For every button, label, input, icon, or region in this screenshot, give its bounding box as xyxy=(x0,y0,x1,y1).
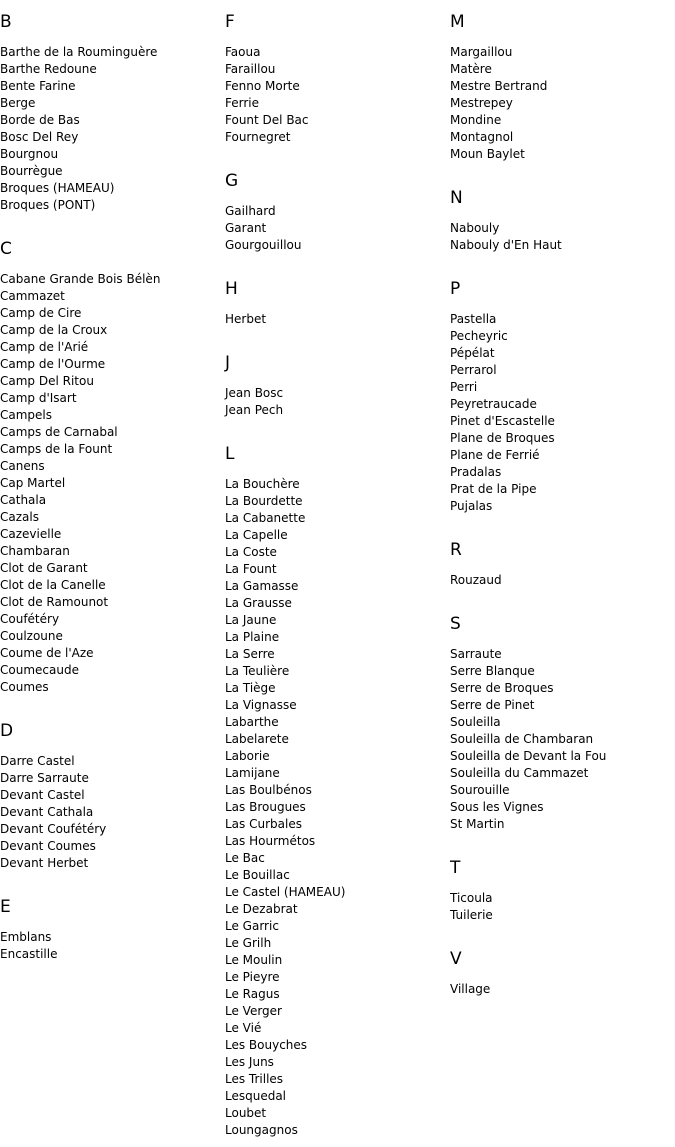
place-name: Pinet d'Escastelle xyxy=(450,414,555,428)
place-name: Gailhard xyxy=(225,204,276,218)
letter-section xyxy=(450,11,675,163)
letter-section xyxy=(225,352,450,419)
place-name: Souleilla du Cammazet xyxy=(450,766,589,780)
letter-section xyxy=(225,443,450,1139)
place-name: Le Grilh xyxy=(225,936,272,950)
letter-section xyxy=(450,613,675,833)
place-list xyxy=(0,929,225,963)
place-name: Sarraute xyxy=(450,647,502,661)
place-name: Loungagnos xyxy=(225,1123,298,1137)
place-list xyxy=(450,646,675,833)
place-name: Le Verger xyxy=(225,1004,282,1018)
place-name: Plane de Broques xyxy=(450,431,555,445)
place-list xyxy=(225,476,450,1139)
place-name: Clot de Garant xyxy=(0,561,88,575)
place-name: Coumes xyxy=(0,680,49,694)
place-name: La Fount xyxy=(225,562,277,576)
place-list xyxy=(450,572,675,589)
place-name: Les Juns xyxy=(225,1055,274,1069)
place-name: Devant Castel xyxy=(0,788,85,802)
place-name: Le Bac xyxy=(225,851,265,865)
place-name: Cazevielle xyxy=(0,527,62,541)
place-name: La Gamasse xyxy=(225,579,299,593)
place-name: Coume de l'Aze xyxy=(0,646,94,660)
place-name: Prat de la Pipe xyxy=(450,482,537,496)
place-name: Mestre Bertrand xyxy=(450,79,548,93)
place-name: Labarthe xyxy=(225,715,279,729)
letter-section xyxy=(0,720,225,872)
place-name: Jean Bosc xyxy=(225,386,284,400)
place-name: Devant Coumes xyxy=(0,839,96,853)
place-name: Devant Coufétéry xyxy=(0,822,107,836)
place-name: Perrarol xyxy=(450,363,497,377)
place-name: Rouzaud xyxy=(450,573,502,587)
place-name: Serre de Broques xyxy=(450,681,554,695)
place-name: Pradalas xyxy=(450,465,502,479)
letter-section xyxy=(450,539,675,589)
place-name: Souleilla de Chambaran xyxy=(450,732,594,746)
place-name: Ferrie xyxy=(225,96,260,110)
place-list xyxy=(225,44,450,146)
place-list xyxy=(0,753,225,872)
section-letter-heading: H xyxy=(225,279,238,299)
place-name: La Jaune xyxy=(225,613,277,627)
place-name: Camps de Carnabal xyxy=(0,425,118,439)
place-name: Coulzoune xyxy=(0,629,63,643)
place-name: Chambaran xyxy=(0,544,70,558)
place-name: Lesquedal xyxy=(225,1089,287,1103)
place-name: Perri xyxy=(450,380,478,394)
place-name: Fournegret xyxy=(225,130,291,144)
place-name: Loubet xyxy=(225,1106,267,1120)
place-name: La Serre xyxy=(225,647,275,661)
place-name: Mondine xyxy=(450,113,502,127)
place-list xyxy=(225,311,450,328)
place-name: Encastille xyxy=(0,947,58,961)
place-name: Camps de la Fount xyxy=(0,442,113,456)
place-list xyxy=(450,890,675,924)
place-name: Garant xyxy=(225,221,267,235)
place-name: Souleilla de Devant la Fou xyxy=(450,749,607,763)
place-name: Laborie xyxy=(225,749,270,763)
section-letter-heading: J xyxy=(225,353,231,373)
place-name: Bourrègue xyxy=(0,164,63,178)
letter-section xyxy=(0,11,225,214)
place-name: Las Curbales xyxy=(225,817,302,831)
place-name: La Capelle xyxy=(225,528,288,542)
place-list xyxy=(450,44,675,163)
place-name: Matère xyxy=(450,62,492,76)
letter-section xyxy=(450,948,675,998)
letter-section xyxy=(0,238,225,696)
place-name: Serre Blanque xyxy=(450,664,535,678)
place-name: Le Moulin xyxy=(225,953,283,967)
letter-section xyxy=(450,857,675,924)
place-name: La Cabanette xyxy=(225,511,306,525)
place-name: Nabouly d'En Haut xyxy=(450,238,562,252)
place-name: Borde de Bas xyxy=(0,113,80,127)
place-name: La Teulière xyxy=(225,664,290,678)
place-name: Pecheyric xyxy=(450,329,508,343)
place-name: Les Trilles xyxy=(225,1072,284,1086)
section-letter-heading: F xyxy=(225,12,235,32)
place-name: Le Garric xyxy=(225,919,279,933)
place-name: Montagnol xyxy=(450,130,514,144)
place-name: Pastella xyxy=(450,312,497,326)
place-name: Sourouille xyxy=(450,783,510,797)
place-list xyxy=(450,981,675,998)
place-name: Herbet xyxy=(225,312,267,326)
place-name: St Martin xyxy=(450,817,505,831)
place-name: Broques (HAMEAU) xyxy=(0,181,115,195)
place-list xyxy=(0,271,225,696)
place-name: Cap Martel xyxy=(0,476,66,490)
place-name: Coumecaude xyxy=(0,663,79,677)
place-name: Peyretraucade xyxy=(450,397,537,411)
place-list xyxy=(225,385,450,419)
place-name: Jean Pech xyxy=(225,403,284,417)
place-name: Clot de la Canelle xyxy=(0,578,106,592)
place-name: Faraillou xyxy=(225,62,276,76)
place-name: Canens xyxy=(0,459,45,473)
place-name: Le Pieyre xyxy=(225,970,280,984)
place-name: Le Castel (HAMEAU) xyxy=(225,885,346,899)
place-name: Emblans xyxy=(0,930,52,944)
section-letter-heading: P xyxy=(450,279,461,299)
place-name: Fenno Morte xyxy=(225,79,300,93)
index-column xyxy=(225,11,450,1139)
place-name: La Vignasse xyxy=(225,698,297,712)
place-name: Margaillou xyxy=(450,45,513,59)
place-name: La Plaine xyxy=(225,630,280,644)
section-letter-heading: E xyxy=(0,897,11,917)
place-name: Ticoula xyxy=(450,891,493,905)
place-name: Camp Del Ritou xyxy=(0,374,94,388)
place-name: Cammazet xyxy=(0,289,65,303)
place-name: Bosc Del Rey xyxy=(0,130,79,144)
place-name: Cabane Grande Bois Bélèn xyxy=(0,272,161,286)
section-letter-heading: M xyxy=(450,12,465,32)
place-name: Mestrepey xyxy=(450,96,513,110)
section-letter-heading: R xyxy=(450,540,462,560)
place-name: Camp de la Croux xyxy=(0,323,108,337)
index-column xyxy=(0,11,225,963)
place-name: Sous les Vignes xyxy=(450,800,544,814)
section-letter-heading: D xyxy=(0,721,14,741)
place-name: Fount Del Bac xyxy=(225,113,309,127)
section-letter-heading: L xyxy=(225,444,235,464)
place-name: Plane de Ferrié xyxy=(450,448,540,462)
letter-section xyxy=(225,11,450,146)
index-column xyxy=(450,11,675,998)
place-name: Lamijane xyxy=(225,766,280,780)
place-name: Clot de Ramounot xyxy=(0,595,109,609)
place-name: Camp de Cire xyxy=(0,306,82,320)
place-name: Village xyxy=(450,982,491,996)
place-name: Les Bouyches xyxy=(225,1038,308,1052)
place-name: La Grausse xyxy=(225,596,292,610)
place-list xyxy=(225,203,450,254)
place-name: Le Ragus xyxy=(225,987,280,1001)
section-letter-heading: B xyxy=(0,12,12,32)
place-name: La Bourdette xyxy=(225,494,303,508)
place-name: Le Vié xyxy=(225,1021,262,1035)
section-letter-heading: C xyxy=(0,239,12,259)
place-name: Devant Herbet xyxy=(0,856,89,870)
place-list xyxy=(450,220,675,254)
place-name: Devant Cathala xyxy=(0,805,94,819)
place-name: Camp de l'Ourme xyxy=(0,357,106,371)
place-name: Moun Baylet xyxy=(450,147,525,161)
letter-section xyxy=(450,278,675,515)
place-name: Coufétéry xyxy=(0,612,60,626)
place-name: Barthe de la Rouminguère xyxy=(0,45,158,59)
place-name: Las Boulbénos xyxy=(225,783,312,797)
section-letter-heading: T xyxy=(450,858,461,878)
place-name: Darre Castel xyxy=(0,754,75,768)
place-name: Le Dezabrat xyxy=(225,902,298,916)
place-name: Serre de Pinet xyxy=(450,698,535,712)
place-name: Las Hourmétos xyxy=(225,834,316,848)
place-name: Gourgouillou xyxy=(225,238,302,252)
section-letter-heading: S xyxy=(450,614,461,634)
letter-section xyxy=(225,170,450,254)
place-name: Tuilerie xyxy=(450,908,493,922)
letter-section xyxy=(225,278,450,328)
place-name: Camp de l'Arié xyxy=(0,340,89,354)
place-name: Bourgnou xyxy=(0,147,59,161)
place-list xyxy=(450,311,675,515)
place-name: Darre Sarraute xyxy=(0,771,89,785)
place-name: Camp d'Isart xyxy=(0,391,77,405)
place-name: Le Bouillac xyxy=(225,868,290,882)
place-name: Las Brougues xyxy=(225,800,306,814)
place-name: Broques (PONT) xyxy=(0,198,96,212)
place-name: La Tiège xyxy=(225,681,276,695)
place-name: Labelarete xyxy=(225,732,289,746)
section-letter-heading: G xyxy=(225,171,239,191)
place-name: Campels xyxy=(0,408,53,422)
place-name: Barthe Redoune xyxy=(0,62,97,76)
place-name: Cathala xyxy=(0,493,47,507)
section-letter-heading: V xyxy=(450,949,462,969)
place-name: La Coste xyxy=(225,545,277,559)
place-name: Pujalas xyxy=(450,499,493,513)
place-name: Cazals xyxy=(0,510,39,524)
place-name: Faoua xyxy=(225,45,261,59)
place-name: La Bouchère xyxy=(225,477,300,491)
place-name: Souleilla xyxy=(450,715,501,729)
place-name: Nabouly xyxy=(450,221,500,235)
section-letter-heading: N xyxy=(450,188,463,208)
place-name: Bente Farine xyxy=(0,79,76,93)
letter-section xyxy=(450,187,675,254)
place-name: Pépélat xyxy=(450,346,495,360)
place-list xyxy=(0,44,225,214)
letter-section xyxy=(0,896,225,963)
place-name: Berge xyxy=(0,96,36,110)
